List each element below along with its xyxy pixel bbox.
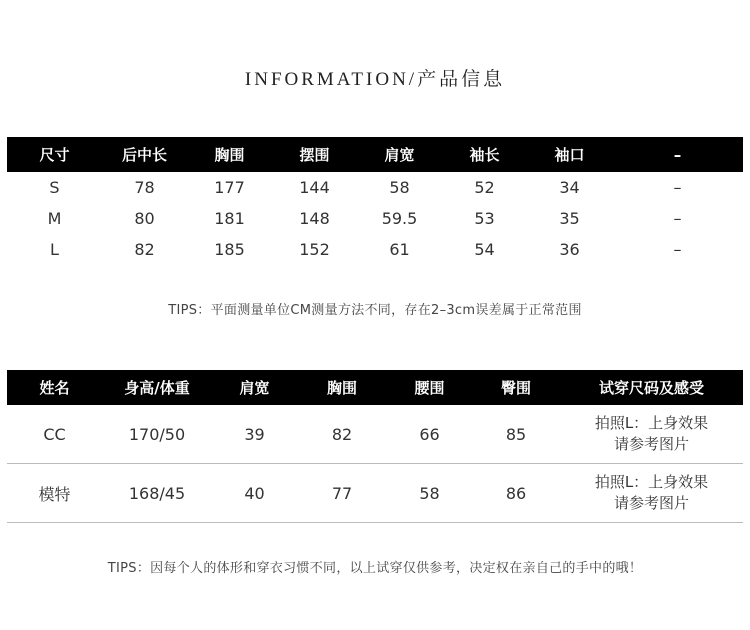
model-header-cell: 胸围 (297, 370, 387, 405)
table-cell: 58 (389, 178, 410, 197)
table-cell: 54 (474, 240, 495, 259)
table-cell: CC (7, 405, 102, 464)
table-cell: 36 (559, 240, 580, 259)
size-header-cell: 袖长 (442, 137, 527, 172)
fit-feedback-line: 请参考图片 (613, 435, 689, 453)
page-title: INFORMATION/产品信息 (244, 69, 506, 90)
fit-feedback-line: 拍照L：上身效果 (594, 414, 709, 432)
table-cell: S (49, 178, 60, 197)
size-table-header (7, 137, 743, 172)
table-cell: 39 (212, 405, 297, 464)
model-table-header (7, 370, 743, 405)
table-cell: 181 (214, 209, 245, 228)
fit-feedback-line: 拍照L：上身效果 (594, 473, 709, 491)
table-row (7, 464, 743, 523)
size-header-cell: 尺寸 (7, 137, 102, 172)
size-header-cell: – (612, 137, 743, 172)
table-cell: 82 (297, 405, 387, 464)
table-cell: 170/50 (102, 405, 212, 464)
table-cell: 85 (472, 405, 560, 464)
model-header-cell: 臀围 (472, 370, 560, 405)
table-cell: 61 (389, 240, 410, 259)
table-cell: 66 (387, 405, 472, 464)
fit-feedback-cell (560, 464, 743, 523)
size-header-cell: 袖口 (527, 137, 612, 172)
table-cell: 34 (559, 178, 580, 197)
fit-feedback-line: 请参考图片 (613, 494, 689, 512)
table-cell: 52 (474, 178, 495, 197)
table-cell: – (673, 209, 682, 228)
table-cell: 148 (299, 209, 330, 228)
table-cell: 80 (134, 209, 155, 228)
table-cell: 185 (214, 240, 245, 259)
table-cell: 177 (214, 178, 245, 197)
table-row (7, 203, 743, 234)
table-cell: 78 (134, 178, 155, 197)
size-header-cell: 后中长 (102, 137, 187, 172)
table-cell: M (47, 209, 62, 228)
table-cell: 152 (299, 240, 330, 259)
table-cell: 模特 (7, 464, 102, 523)
table-row (7, 234, 743, 265)
model-header-cell: 试穿尺码及感受 (560, 370, 743, 405)
model-header-cell: 姓名 (7, 370, 102, 405)
table-row (7, 172, 743, 203)
table-cell: – (673, 178, 682, 197)
table-cell: 82 (134, 240, 155, 259)
table-cell: 59.5 (381, 209, 418, 228)
size-header-cell: 肩宽 (357, 137, 442, 172)
table-cell: 35 (559, 209, 580, 228)
table-cell: 77 (297, 464, 387, 523)
table-cell: – (673, 240, 682, 259)
table-cell: 53 (474, 209, 495, 228)
table-cell: 168/45 (102, 464, 212, 523)
model-table (7, 370, 743, 523)
table-cell: 86 (472, 464, 560, 523)
fit-tips: TIPS：因每个人的体形和穿衣习惯不同，以上试穿仅供参考，决定权在亲自己的手中的哦！ (107, 561, 643, 576)
size-header-cell: 胸围 (187, 137, 272, 172)
table-row (7, 405, 743, 464)
measurement-tips: TIPS：平面测量单位CM测量方法不同，存在2–3cm误差属于正常范围 (168, 303, 582, 318)
size-table (7, 137, 743, 265)
table-cell: 144 (299, 178, 330, 197)
table-cell: L (50, 240, 59, 259)
model-header-cell: 肩宽 (212, 370, 297, 405)
fit-feedback-cell (560, 405, 743, 464)
model-header-cell: 身高/体重 (102, 370, 212, 405)
size-header-cell: 摆围 (272, 137, 357, 172)
model-header-cell: 腰围 (387, 370, 472, 405)
table-cell: 58 (387, 464, 472, 523)
table-cell: 40 (212, 464, 297, 523)
